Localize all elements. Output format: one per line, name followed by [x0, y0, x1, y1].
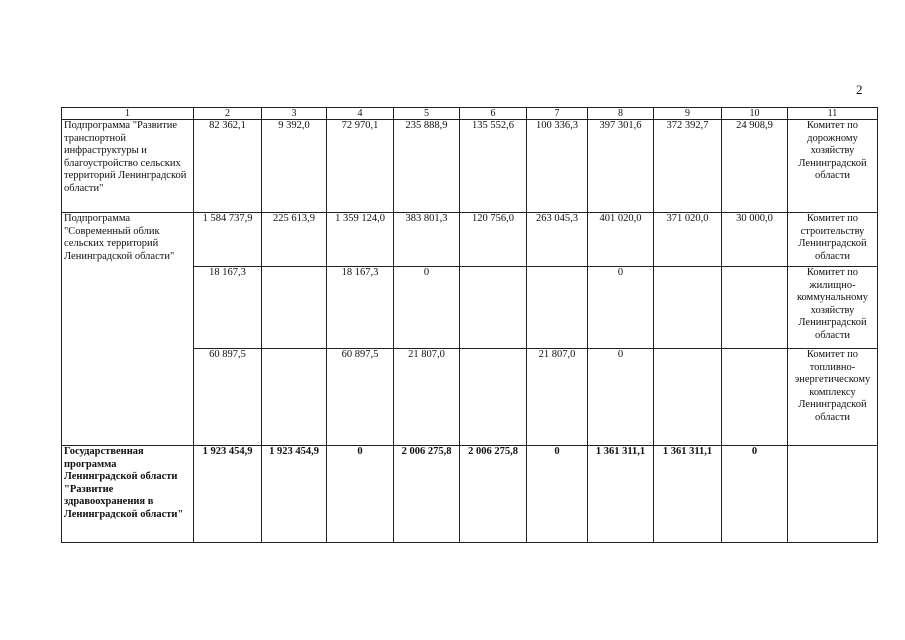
value-cell: 18 167,3: [327, 267, 394, 349]
value-cell: 235 888,9: [394, 120, 460, 213]
value-cell: [722, 349, 788, 446]
program-name-cell: Подпрограмма "Развитие транспортной инфраструктуры и благоустройство сельских территорий Ленинградской области": [62, 120, 194, 213]
header-cell: 6: [460, 108, 527, 120]
value-cell: [722, 267, 788, 349]
value-cell: 1 359 124,0: [327, 213, 394, 267]
value-cell: [654, 267, 722, 349]
responsible-cell: Комитет по дорожному хозяйству Ленинградской области: [788, 120, 878, 213]
responsible-cell: Комитет по строительству Ленинградской области: [788, 213, 878, 267]
value-cell: 21 807,0: [394, 349, 460, 446]
value-cell: [460, 267, 527, 349]
header-cell: 2: [194, 108, 262, 120]
value-cell: 0: [722, 446, 788, 543]
header-cell: 3: [262, 108, 327, 120]
program-name-cell: Подпрограмма "Современный облик сельских территорий Ленинградской области": [62, 213, 194, 446]
value-cell: 60 897,5: [327, 349, 394, 446]
value-cell: 0: [327, 446, 394, 543]
value-cell: 225 613,9: [262, 213, 327, 267]
value-cell: 1 923 454,9: [262, 446, 327, 543]
value-cell: 9 392,0: [262, 120, 327, 213]
table-row: [62, 446, 878, 543]
value-cell: 0: [394, 267, 460, 349]
header-cell: 5: [394, 108, 460, 120]
value-cell: [460, 349, 527, 446]
header-cell: 7: [527, 108, 588, 120]
value-cell: [262, 349, 327, 446]
value-cell: 135 552,6: [460, 120, 527, 213]
value-cell: 372 392,7: [654, 120, 722, 213]
page-number: 2: [856, 82, 863, 97]
responsible-cell: [788, 446, 878, 543]
value-cell: 100 336,3: [527, 120, 588, 213]
program-name-cell: Государственная программа Ленинградской области "Развитие здравоохранения в Ленинградской области": [62, 446, 194, 543]
value-cell: 397 301,6: [588, 120, 654, 213]
value-cell: 2 006 275,8: [460, 446, 527, 543]
header-cell: 11: [788, 108, 878, 120]
value-cell: 72 970,1: [327, 120, 394, 213]
value-cell: 401 020,0: [588, 213, 654, 267]
value-cell: 263 045,3: [527, 213, 588, 267]
value-cell: 21 807,0: [527, 349, 588, 446]
value-cell: 2 006 275,8: [394, 446, 460, 543]
responsible-cell: Комитет по жилищно-коммунальному хозяйству Ленинградской области: [788, 267, 878, 349]
value-cell: 82 362,1: [194, 120, 262, 213]
value-cell: 0: [588, 349, 654, 446]
header-cell: 10: [722, 108, 788, 120]
value-cell: 0: [588, 267, 654, 349]
header-cell: 8: [588, 108, 654, 120]
value-cell: 18 167,3: [194, 267, 262, 349]
value-cell: 383 801,3: [394, 213, 460, 267]
value-cell: [654, 349, 722, 446]
value-cell: 120 756,0: [460, 213, 527, 267]
value-cell: [262, 267, 327, 349]
value-cell: 1 361 311,1: [654, 446, 722, 543]
value-cell: 1 923 454,9: [194, 446, 262, 543]
value-cell: 371 020,0: [654, 213, 722, 267]
table-row: [62, 120, 878, 213]
value-cell: 1 361 311,1: [588, 446, 654, 543]
value-cell: 24 908,9: [722, 120, 788, 213]
header-cell: 4: [327, 108, 394, 120]
value-cell: 30 000,0: [722, 213, 788, 267]
budget-table: [61, 107, 878, 543]
header-cell: 1: [62, 108, 194, 120]
value-cell: 0: [527, 446, 588, 543]
value-cell: 60 897,5: [194, 349, 262, 446]
value-cell: 1 584 737,9: [194, 213, 262, 267]
header-row: [62, 108, 878, 120]
table-row: [62, 213, 878, 267]
responsible-cell: Комитет по топливно-энергетическому комплексу Ленинградской области: [788, 349, 878, 446]
value-cell: [527, 267, 588, 349]
header-cell: 9: [654, 108, 722, 120]
